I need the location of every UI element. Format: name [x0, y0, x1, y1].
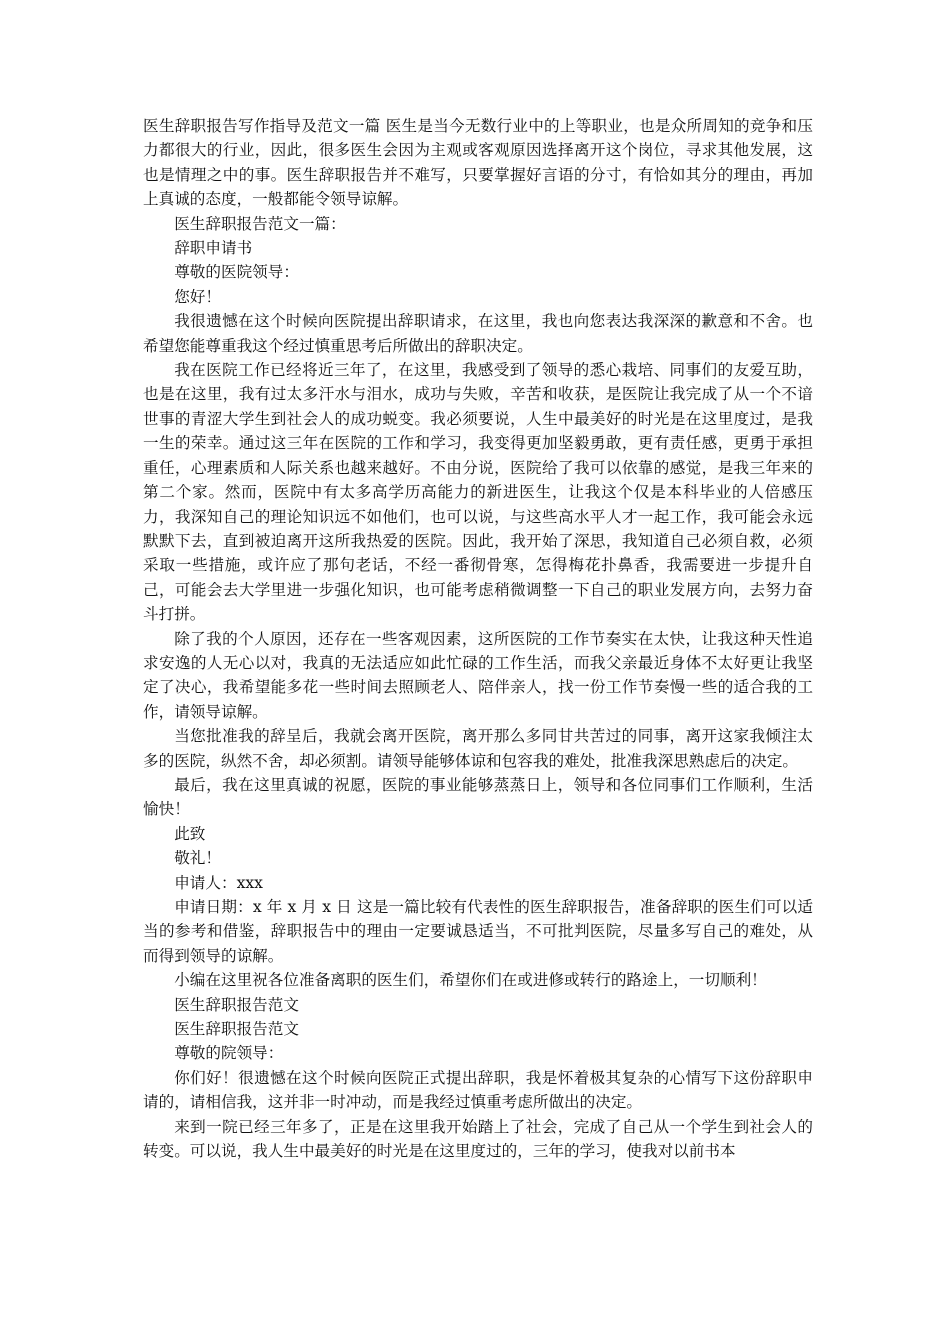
body-paragraph: 我很遗憾在这个时候向医院提出辞职请求，在这里，我也向您表达我深深的歉意和不舍。也希望您能尊重我这个经过慎重思考后所做出的辞职决定。	[143, 312, 813, 355]
body-paragraph: 当您批准我的辞呈后，我就会离开医院，离开那么多同甘共苦过的同事，离开这家我倾注太多的医院，纵然不舍，却必须割。请领导能够体谅和包容我的难处，批准我深思熟虑后的决定。	[143, 727, 813, 770]
sample-heading: 医生辞职报告范文一篇：	[174, 214, 346, 233]
body-paragraph: 来到一院已经三年多了，正是在这里我开始踏上了社会，完成了自己从一个学生到社会人的转变。可以说，我人生中最美好的时光是在这里度过的，三年的学习，使我对以前书本	[143, 1117, 813, 1161]
document-page	[143, 114, 813, 1163]
letter-salutation: 尊敬的医院领导：	[174, 263, 299, 282]
body-paragraph: 我在医院工作已经将近三年了，在这里，我感受到了领导的悉心栽培、同事们的友爱互助，也是在这里，我有过太多汗水与泪水，成功与失败，辛苦和收获，是医院让我完成了从一个不谙世事的青涩大学生到社会人的成功蜕变。我必须要说，人生中最美好的时光是在这里度过，是我一生的荣幸。通过这三年在医院的工作和学习，我变得更加坚毅勇敢，更有责任感，更勇于承担重任，心理素质和人际关系也越来越好。不由分说，医院给了我可以依靠的感觉，是我三年来的第二个家。然而，医院中有太多高学历高能力的新进医生，让我这个仅是本科毕业的人倍感压力，我深知自己的理论知识远不如他们，也可以说，与这些高水平人才一起工作，我可能会永远默默下去，直到被迫离开这所我热爱的医院。因此，我开始了深思，我知道自己必须自救，必须采取一些措施，或许应了那句老话，不经一番彻骨寒，怎得梅花扑鼻香，我需要进一步提升自己，可能会去大学里进一步强化知识，也可能考虑稍微调整一下自己的职业发展方向，去努力奋斗打拼。	[143, 361, 813, 624]
section-heading: 医生辞职报告范文	[174, 995, 299, 1014]
applicant-line: 申请人：xxx	[174, 873, 263, 892]
letter-greeting: 您好！	[174, 287, 221, 306]
body-paragraph: 除了我的个人原因，还存在一些客观因素，这所医院的工作节奏实在太快，让我这种天性追求安逸的人无心以对，我真的无法适应如此忙碌的工作生活，而我父亲最近身体不太好更让我坚定了决心，我希望能多花一些时间去照顾老人、陪伴亲人，找一份工作节奏慢一些的适合我的工作，请领导谅解。	[143, 629, 813, 721]
letter-salutation: 尊敬的院领导：	[174, 1044, 284, 1063]
date-and-commentary: 申请日期：x 年 x 月 x 日 这是一篇比较有代表性的医生辞职报告，准备辞职的医生们可以适当的参考和借鉴，辞职报告中的理由一定要诚恳适当，不可批判医院，尽量多写自己的难处，从而得到领导的谅解。	[143, 898, 813, 965]
closing-line: 此致	[174, 824, 206, 843]
body-paragraph: 最后，我在这里真诚的祝愿，医院的事业能够蒸蒸日上，领导和各位同事们工作顺利，生活愉快！	[143, 775, 813, 819]
intro-paragraph: 医生辞职报告写作指导及范文一篇 医生是当今无数行业中的上等职业，也是众所周知的竞争和压力都很大的行业，因此，很多医生会因为主观或客观原因选择离开这个岗位，寻求其他发展，这也是情理之中的事。医生辞职报告并不难写，只要掌握好言语的分寸，有恰如其分的理由，再加上真诚的态度，一般都能令领导谅解。	[143, 117, 813, 209]
body-paragraph: 你们好！很遗憾在这个时候向医院正式提出辞职，我是怀着极其复杂的心情写下这份辞职申请的，请相信我，这并非一时冲动，而是我经过慎重考虑所做出的决定。	[143, 1068, 813, 1112]
editor-note: 小编在这里祝各位准备离职的医生们，希望你们在或进修或转行的路途上，一切顺利！	[174, 971, 767, 990]
closing-salute: 敬礼！	[174, 849, 221, 868]
letter-title: 辞职申请书	[174, 239, 253, 258]
section-heading: 医生辞职报告范文	[174, 1020, 299, 1039]
